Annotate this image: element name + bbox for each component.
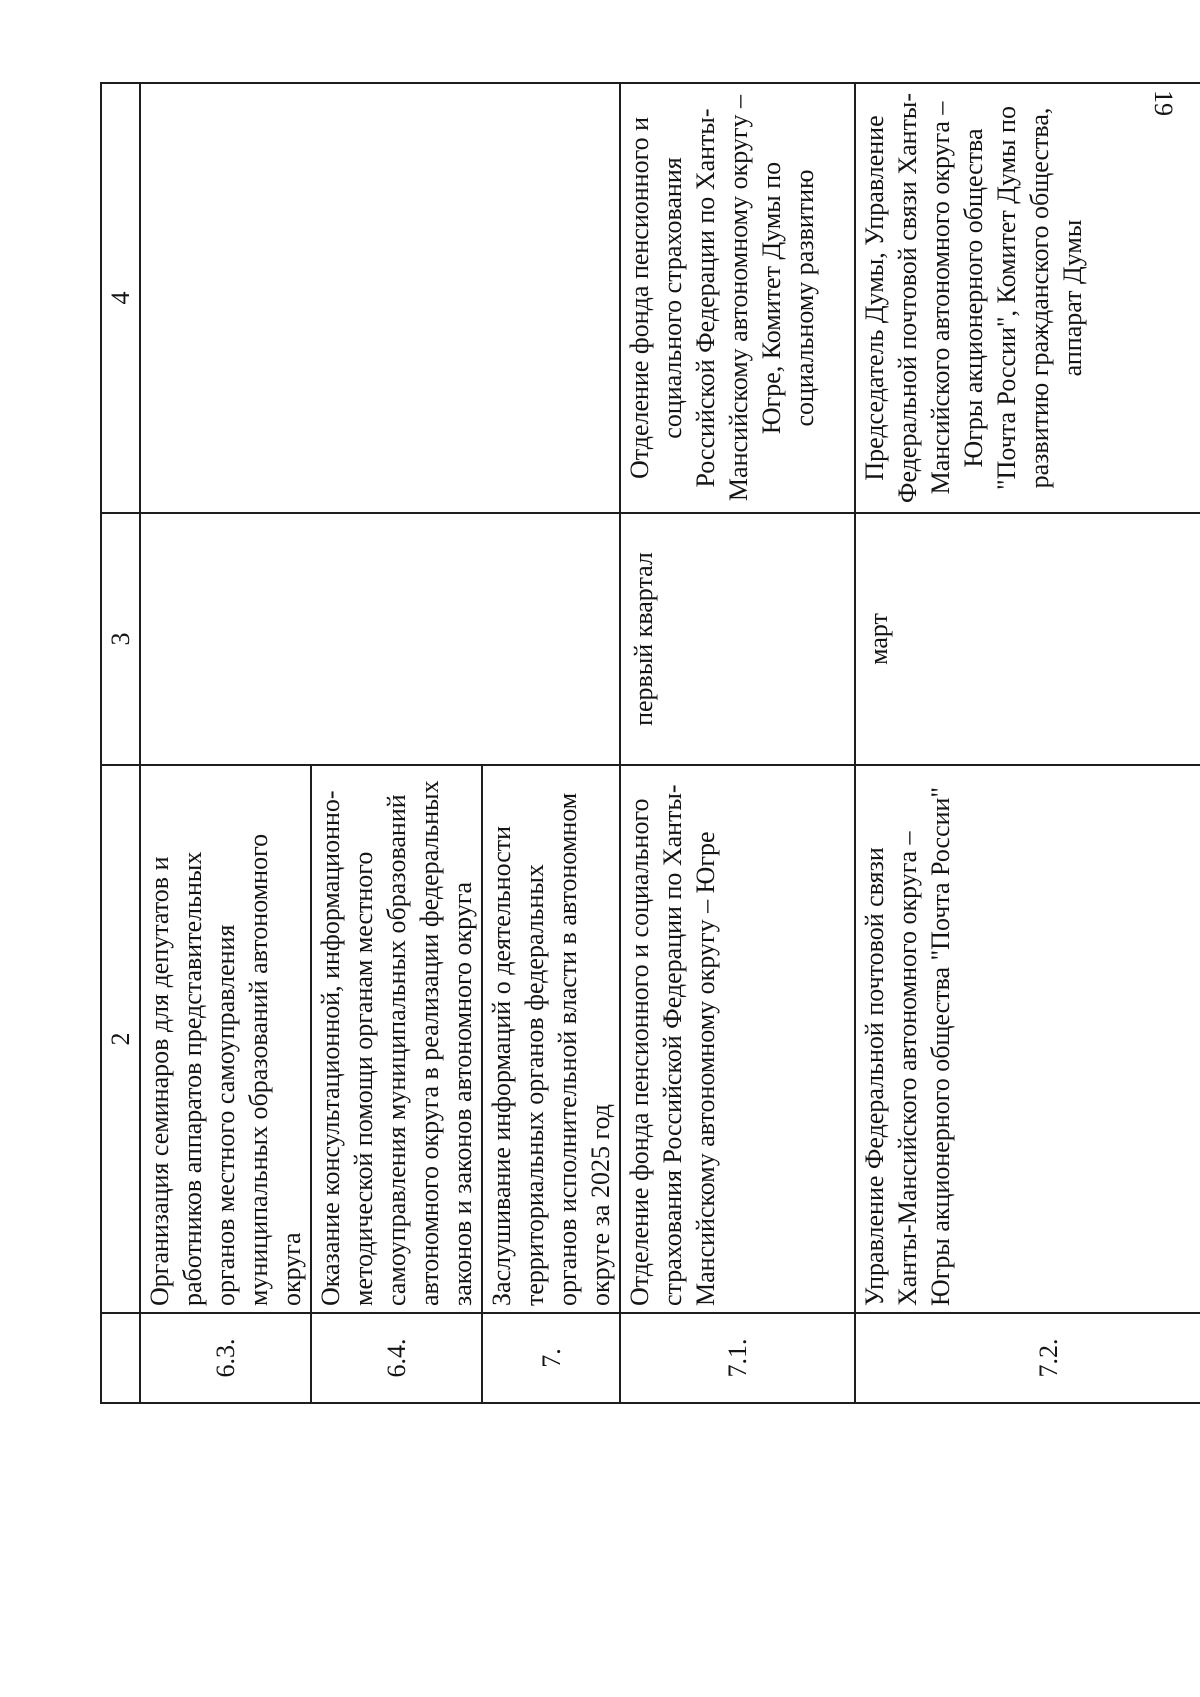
rotated-page-content [100, 84, 1088, 1404]
event-cell: Заслушивание информаций о деятельности территориальных органов федеральных органов исполнительной власти в автономном округе за 2025 год [482, 765, 620, 1313]
row-number: 7.2. [855, 1313, 1200, 1403]
table-row [855, 83, 1200, 1403]
row-number: 7. [482, 1313, 620, 1403]
row-number: 6.4. [311, 1313, 482, 1403]
header-row [101, 83, 140, 1403]
term-cell [140, 513, 620, 765]
responsible-cell: Отделение фонда пенсионного и социального страхования Российской Федерации по Ханты-Мансийскому автономному округу – Югре, Комитет Думы по социальному развитию [620, 83, 855, 513]
table-row [140, 83, 311, 1403]
event-cell: Отделение фонда пенсионного и социального страхования Российской Федерации по Ханты-Мансийскому автономному округу – Югре [620, 765, 855, 1313]
plan-table [100, 82, 1200, 1404]
event-cell: Управление Федеральной почтовой связи Ханты-Мансийского автономного округа – Югры акционерного общества "Почта России" [855, 765, 1200, 1313]
header-cell-2: 2 [101, 765, 140, 1313]
term-cell: первый квартал [620, 513, 855, 765]
responsible-cell: Председатель Думы, Управление Федеральной почтовой связи Ханты-Мансийского автономного округа – Югры акционерного общества "Почта России", Комитет Думы по развитию гражданского общества, аппарат Думы [855, 83, 1200, 513]
event-cell: Организация семинаров для депутатов и работников аппаратов представительных органов местного самоуправления муниципальных образований автономного округа [140, 765, 311, 1313]
table-row [620, 83, 855, 1403]
term-cell: март [855, 513, 1200, 765]
event-cell: Оказание консультационной, информационно-методической помощи органам местного самоуправления муниципальных образований автономного округа в реализации федеральных законов и законов автономного округа [311, 765, 482, 1313]
header-cell-1 [101, 1313, 140, 1403]
row-number: 7.1. [620, 1313, 855, 1403]
page-number: 19 [1149, 90, 1178, 116]
header-cell-4: 4 [101, 83, 140, 513]
header-cell-3: 3 [101, 513, 140, 765]
responsible-cell [140, 83, 620, 513]
row-number: 6.3. [140, 1313, 311, 1403]
